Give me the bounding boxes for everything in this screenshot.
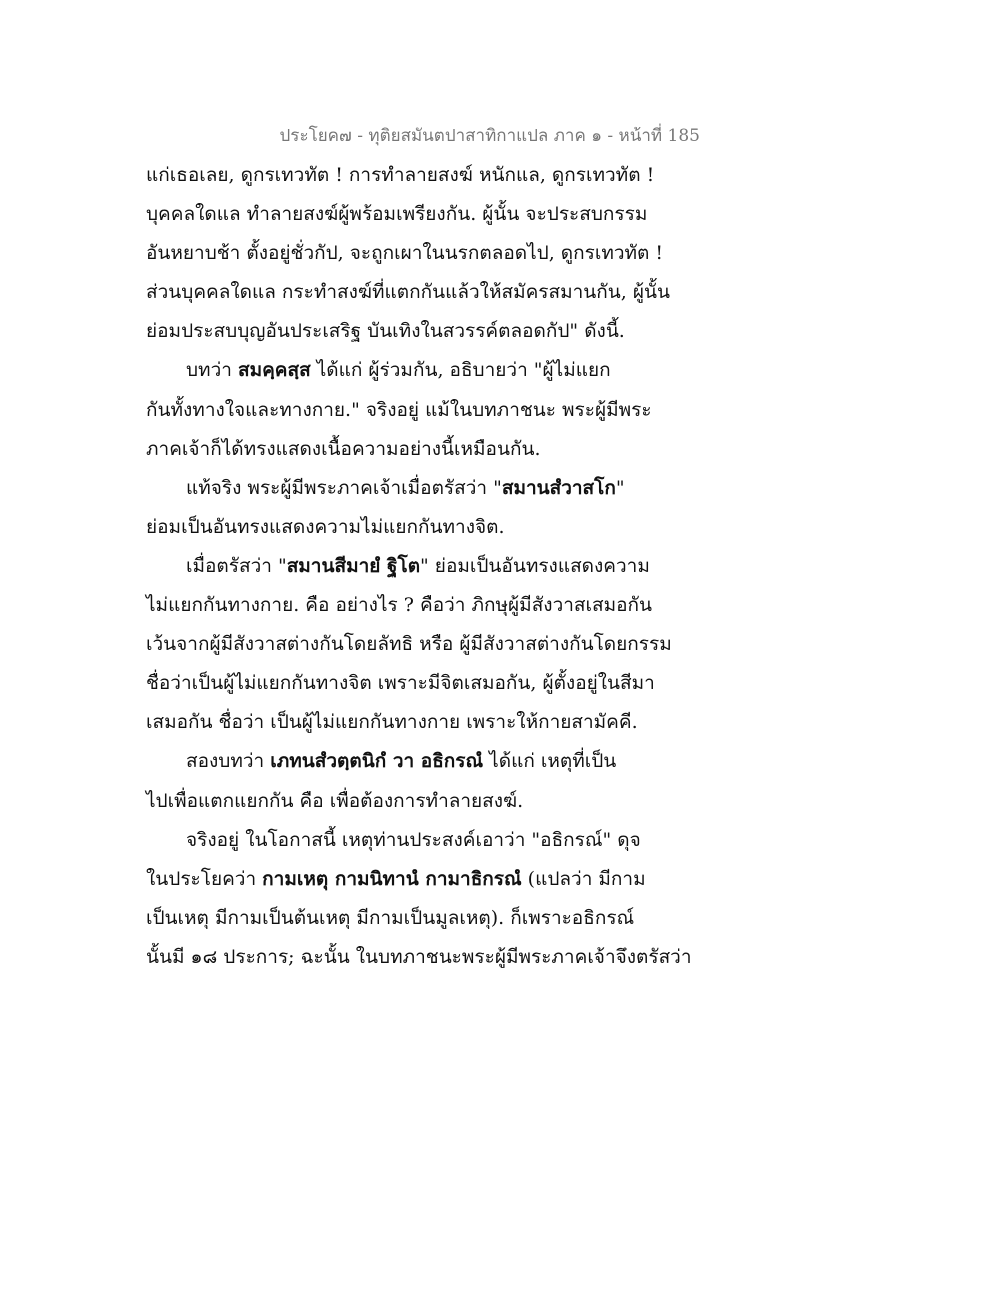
text-run: แท้จริง พระผู้มีพระภาคเจ้าเมื่อตรัสว่า "	[186, 476, 502, 499]
text-run: ไม่แยกกันทางกาย. คือ อย่างไร ? คือว่า ภิกษุผู้มีสังวาสเสมอกัน	[146, 594, 653, 617]
text-line	[146, 234, 706, 273]
pali-term: สมานสํวาสโก	[501, 476, 616, 499]
text-line	[146, 899, 706, 938]
text-run: เว้นจากผู้มีสังวาสต่างกันโดยลัทธิ หรือ ผู้มีสังวาสต่างกันโดยกรรม	[146, 633, 672, 656]
text-run: ชื่อว่าเป็นผู้ไม่แยกกันทางจิต เพราะมีจิตเสมอกัน, ผู้ตั้งอยู่ในสีมา	[146, 672, 655, 695]
text-run: ได้แก่ ผู้ร่วมกัน, อธิบายว่า "ผู้ไม่แยก	[310, 359, 611, 382]
text-line	[146, 586, 706, 625]
text-line	[146, 508, 706, 547]
text-run: ไปเพื่อแตกแยกกัน คือ เพื่อต้องการทำลายสงฆ์.	[146, 789, 524, 812]
text-run: อันหยาบช้า ตั้งอยู่ชั่วกัป, จะถูกเผาในนรกตลอดไป, ดูกรเทวทัต !	[146, 242, 664, 265]
pali-term: สมคฺคสฺส	[237, 359, 311, 382]
text-run: บทว่า	[186, 359, 238, 382]
text-run: ส่วนบุคคลใดแล กระทำสงฆ์ที่แตกกันแล้วให้สมัครสมานกัน, ผู้นั้น	[146, 281, 670, 304]
text-line	[146, 782, 706, 821]
text-line	[146, 860, 706, 899]
text-run: เป็นเหตุ มีกามเป็นต้นเหตุ มีกามเป็นมูลเหตุ). ก็เพราะอธิกรณ์	[146, 906, 635, 929]
text-line	[146, 469, 706, 508]
text-line	[146, 351, 706, 390]
text-run: จริงอยู่ ในโอกาสนี้ เหตุท่านประสงค์เอาว่า "อธิกรณ์" ดุจ	[186, 828, 641, 851]
text-run: " ย่อมเป็นอันทรงแสดงความ	[420, 554, 650, 577]
text-run: ย่อมประสบบุญอันประเสริฐ บันเทิงในสวรรค์ตลอดกัป" ดังนี้.	[146, 320, 625, 343]
text-run: บุคคลใดแล ทำลายสงฆ์ผู้พร้อมเพรียงกัน. ผู้นั้น จะประสบกรรม	[146, 203, 648, 226]
pali-term: สมานสีมายํ ฐิโต	[286, 554, 421, 577]
running-header: ประโยค๗ - ทุติยสมันตปาสาทิกาแปล ภาค ๑ - หน้าที่ 185	[279, 126, 700, 146]
text-line	[146, 312, 706, 351]
text-run: เมื่อตรัสว่า "	[186, 554, 287, 577]
text-line	[146, 938, 706, 977]
text-run: "	[615, 476, 625, 499]
text-run: ได้แก่ เหตุที่เป็น	[483, 750, 617, 773]
text-line	[146, 391, 706, 430]
text-run: ภาคเจ้าก็ได้ทรงแสดงเนื้อความอย่างนี้เหมือนกัน.	[146, 437, 541, 460]
text-run: แก่เธอเลย, ดูกรเทวทัต ! การทำลายสงฆ์ หนักแล, ดูกรเทวทัต !	[146, 164, 655, 186]
text-line	[146, 664, 706, 703]
text-line	[146, 195, 706, 234]
text-run: กันทั้งทางใจและทางกาย." จริงอยู่ แม้ในบทภาชนะ พระผู้มีพระ	[146, 398, 652, 421]
text-run: ย่อมเป็นอันทรงแสดงความไม่แยกกันทางจิต.	[146, 515, 505, 538]
page-body	[146, 156, 706, 977]
text-run: สองบทว่า	[186, 750, 271, 773]
text-line	[146, 156, 706, 195]
pali-term: กามเหตุ กามนิทานํ กามาธิกรณํ	[262, 867, 522, 890]
text-run: เสมอกัน ชื่อว่า เป็นผู้ไม่แยกกันทางกาย เพราะให้กายสามัคคี.	[146, 711, 638, 734]
text-run: (แปลว่า มีกาม	[521, 867, 646, 890]
text-run: ในประโยคว่า	[146, 867, 263, 890]
text-line	[146, 430, 706, 469]
text-line	[146, 821, 706, 860]
pali-term: เภทนสํวตฺตนิกํ วา อธิกรณํ	[270, 750, 484, 773]
text-line	[146, 625, 706, 664]
text-line	[146, 703, 706, 742]
text-run: นั้นมี ๑๘ ประการ; ฉะนั้น ในบทภาชนะพระผู้มีพระภาคเจ้าจึงตรัสว่า	[146, 945, 692, 968]
text-line	[146, 547, 706, 586]
text-line	[146, 273, 706, 312]
text-line	[146, 742, 706, 781]
